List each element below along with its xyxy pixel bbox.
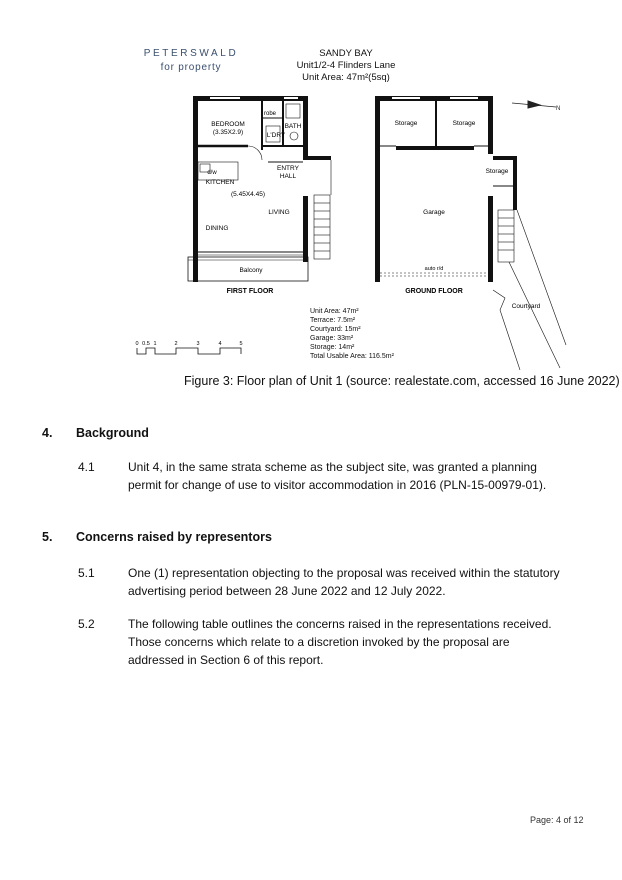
room-courtyard: Courtyard	[511, 303, 541, 310]
room-bedroom: BEDROOM	[211, 121, 245, 128]
scale-3: 3	[196, 341, 200, 347]
para-4-1	[128, 458, 598, 494]
room-robe: robe	[263, 111, 277, 117]
para-5-2-number: 5.2	[78, 617, 95, 631]
scale-4: 4	[218, 341, 222, 347]
room-dw: d/w	[207, 170, 217, 176]
para-5-1-number: 5.1	[78, 566, 95, 580]
section-5-number: 5.	[42, 530, 53, 544]
plan-suburb: SANDY BAY	[319, 48, 373, 59]
para-5-1-line-1: One (1) representation objecting to the proposal was received within the statutory	[128, 566, 560, 580]
peterswald-logo	[144, 48, 239, 73]
logo-name: PETERSWALD	[143, 48, 239, 59]
section-4-heading: Background	[76, 426, 149, 440]
scale-0: 0	[135, 341, 139, 347]
room-entry: ENTRY	[277, 165, 299, 172]
room-bedroom-dim: (3.35X2.9)	[212, 129, 244, 136]
room-living-dim: (5.45X4.45)	[231, 191, 265, 198]
ground-floor-title: GROUND FLOOR	[405, 288, 463, 295]
room-laundry: L'DRY	[266, 132, 286, 139]
para-5-2-line-2: Those concerns which relate to a discretion invoked by the proposal are	[128, 635, 510, 649]
north-arrow-icon	[512, 101, 560, 112]
scale-1: 1	[153, 341, 157, 347]
page-number: Page: 4 of 12	[530, 815, 584, 825]
floor-plan-figure	[0, 0, 622, 370]
room-storage-3: Storage	[485, 168, 509, 175]
room-living: LIVING	[268, 209, 290, 216]
para-5-1-line-2: advertising period between 28 June 2022 and 12 July 2022.	[128, 584, 446, 598]
area-storage: Storage: 14m²	[310, 344, 355, 351]
room-balcony: Balcony	[239, 267, 263, 274]
scale-5: 5	[239, 341, 243, 347]
area-schedule	[310, 308, 395, 360]
ground-floor-plan	[375, 96, 566, 370]
first-floor-title: FIRST FLOOR	[226, 288, 274, 295]
area-terrace: Terrace: 7.5m²	[310, 317, 356, 324]
room-hall: HALL	[279, 173, 297, 180]
scale-2: 2	[174, 341, 178, 347]
scale-0-5: 0.5	[142, 341, 150, 347]
svg-text:N: N	[556, 106, 561, 112]
room-dining: DINING	[205, 225, 229, 232]
logo-tagline: for property	[160, 62, 222, 73]
figure-caption: Figure 3: Floor plan of Unit 1 (source: realestate.com, accessed 16 June 2022)	[184, 374, 620, 388]
room-garage: Garage	[423, 209, 445, 216]
room-kitchen: KITCHEN	[205, 179, 235, 186]
section-5-heading: Concerns raised by representors	[76, 530, 272, 544]
area-total: Total Usable Area: 116.5m²	[310, 353, 394, 360]
room-storage-1: Storage	[394, 120, 418, 127]
para-5-2-line-3: addressed in Section 6 of this report.	[128, 653, 324, 667]
scale-bar	[135, 341, 242, 354]
para-5-2	[128, 615, 598, 669]
para-5-2-line-1: The following table outlines the concerns raised in the representations received.	[128, 617, 552, 631]
first-floor-plan	[188, 96, 331, 295]
area-courtyard: Courtyard: 15m²	[310, 326, 361, 333]
plan-address: Unit1/2-4 Flinders Lane	[296, 60, 396, 71]
room-door: auto r/d	[424, 266, 444, 272]
para-4-1-line-1: Unit 4, in the same strata scheme as the subject site, was granted a planning	[128, 460, 537, 474]
plan-unit-area: Unit Area: 47m²(5sq)	[302, 72, 390, 83]
area-garage: Garage: 33m²	[310, 335, 354, 342]
room-bath: BATH	[284, 123, 302, 130]
room-storage-2: Storage	[452, 120, 476, 127]
para-5-1	[128, 564, 598, 600]
para-4-1-line-2: permit for change of use to visitor accommodation in 2016 (PLN-15-00979-01).	[128, 478, 547, 492]
para-4-1-number: 4.1	[78, 460, 95, 474]
section-4-number: 4.	[42, 426, 53, 440]
area-unit: Unit Area: 47m²	[310, 308, 359, 315]
